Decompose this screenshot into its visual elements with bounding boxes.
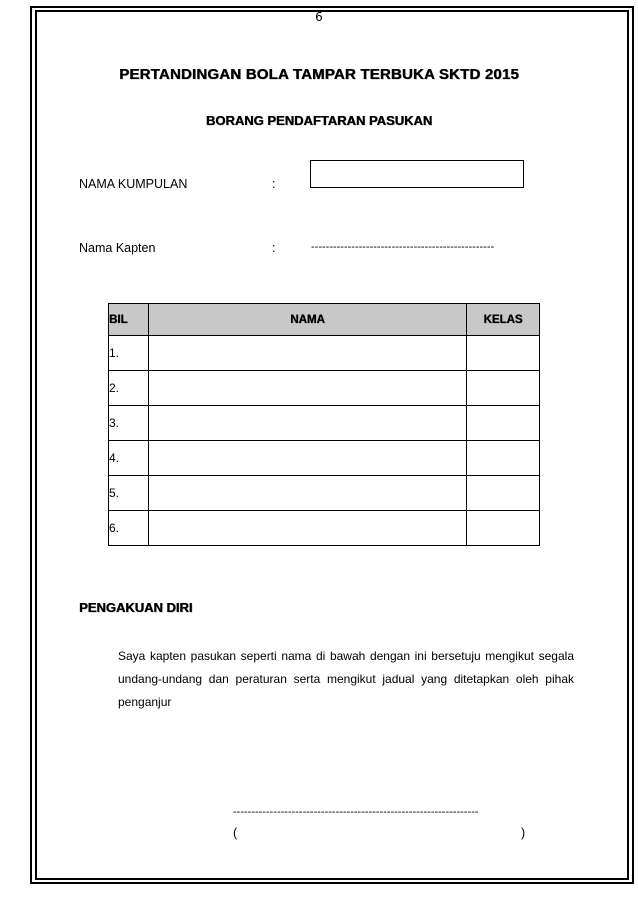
row-number: 2. [109,371,149,406]
signature-name-close-paren: ) [521,826,526,840]
row-number: 1. [109,336,149,371]
row-number: 6. [109,511,149,546]
table-row [109,371,540,406]
form-subtitle: BORANG PENDAFTARAN PASUKAN [205,113,433,128]
player-name-cell[interactable] [149,441,467,476]
captain-name-line[interactable]: -------------------------------------------------- [311,241,495,253]
team-name-colon: : [272,177,276,191]
signature-name-open-paren: ( [233,826,238,840]
captain-name-colon: : [272,241,276,255]
table-row [109,511,540,546]
row-number: 3. [109,406,149,441]
header-bil: BIL [109,304,149,336]
player-class-cell[interactable] [467,371,540,406]
captain-name-label: Nama Kapten [79,241,156,255]
header-kelas: KELAS [467,304,540,336]
row-number: 4. [109,441,149,476]
table-row [109,406,540,441]
declaration-text: Saya kapten pasukan seperti nama di bawah dengan ini bersetuju mengikut segala undang-undang dan peraturan serta mengikut jadual yang ditetapkan oleh pihak penganjur [118,649,574,709]
player-name-cell[interactable] [149,476,467,511]
player-class-cell[interactable] [467,441,540,476]
page-number: 6 [315,10,323,24]
table-row [109,476,540,511]
player-class-cell[interactable] [467,511,540,546]
player-class-cell[interactable] [467,476,540,511]
player-name-cell[interactable] [149,511,467,546]
table-row [109,441,540,476]
player-name-cell[interactable] [149,336,467,371]
document-title: PERTANDINGAN BOLA TAMPAR TERBUKA SKTD 2015 [119,66,519,83]
team-name-input-box[interactable] [310,160,524,188]
header-nama: NAMA [149,304,467,336]
table-row [109,336,540,371]
roster-header-row [109,304,540,336]
player-name-cell[interactable] [149,406,467,441]
declaration-heading: PENGAKUAN DIRI [79,600,193,615]
player-class-cell[interactable] [467,406,540,441]
team-name-label: NAMA KUMPULAN [79,177,188,191]
roster-table [108,303,540,546]
row-number: 5. [109,476,149,511]
signature-line[interactable]: ------------------------------------------------------------------- [233,806,479,818]
player-class-cell[interactable] [467,336,540,371]
player-name-cell[interactable] [149,371,467,406]
